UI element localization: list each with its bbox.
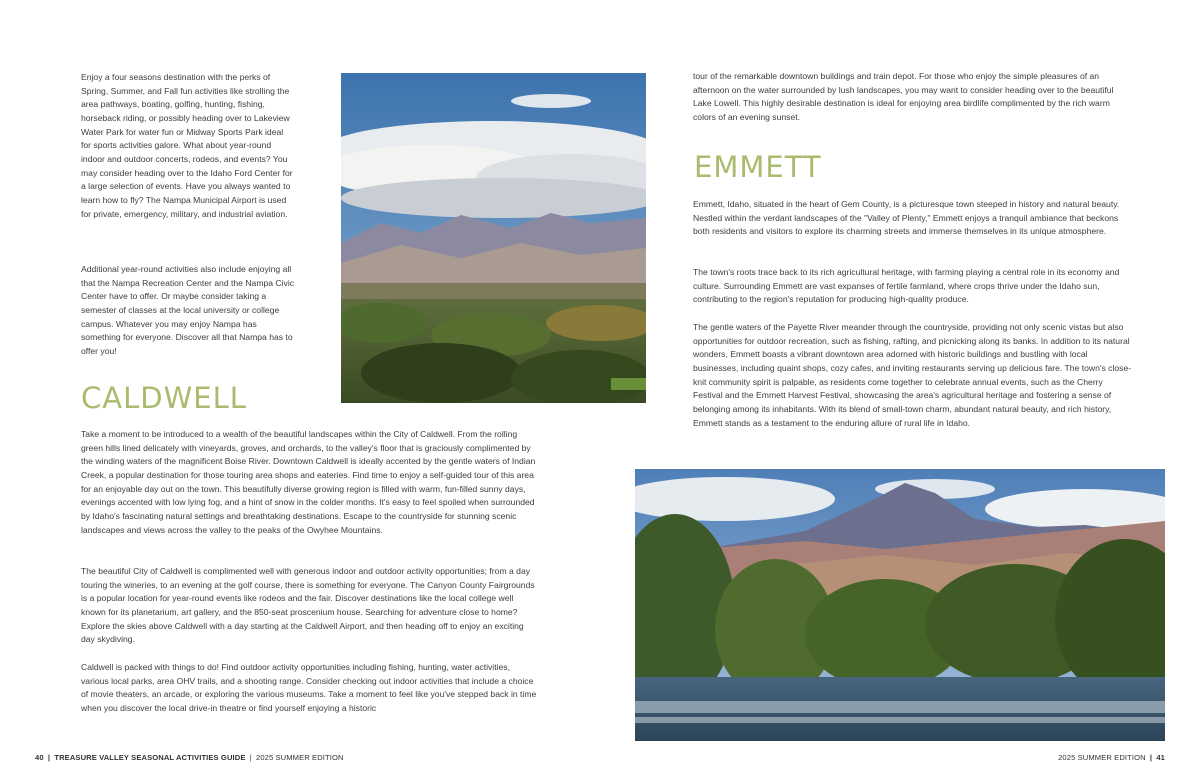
caldwell-paragraph-3: Caldwell is packed with things to do! Find outdoor activity opportunities including fishing, hunting, water activities, various local parks, area OHV trails, and a shooting range. Consider checking out indoor activities that include a choice of movie theaters, an arcade, or exploring the various museums. Take a moment to feel like you've stepped back in time when you discover the local drive-in theatre or find yourself enjoying a historic (81, 662, 537, 713)
right-footer-divider: | (1149, 753, 1153, 762)
emmett-paragraph-3: The gentle waters of the Payette River meander through the countryside, providing not only scenic vistas but also opportunities for outdoor recreation, such as fishing, rafting, and picnicking along its banks. In addition to its natural wonders, Emmett boasts a vibrant downtown area adorned with historic buildings and bustling with local businesses, including quaint shops, cozy cafes, and inviting restaurants serving up delicious fare. The town's close-knit community spirit is palpable, as residents come together to celebrate annual events, such as the Cherry Festival and the Emmett Harvest Festival, showcasing the area's agricultural heritage and fostering a sense of belonging among its inhabitants. With its blend of small-town charm, abundant natural beauty, and rich history, Emmett stands as a testament to the enduring allure of rural life in Idaho. (693, 322, 1132, 428)
left-footer (35, 753, 344, 762)
caldwell-paragraph-1: Take a moment to be introduced to a wealth of the beautiful landscapes within the City of Caldwell. From the rolling green hills lined delicately with vineyards, groves, and orchards, to the valley's floor that is graciously complimented by the winding waters of the magnificent Boise River. Downtown Caldwell is ideally accented by the gentle waters of Indian Creek, a popular destination for those touring area shops and eateries. Find time to enjoy a self-guided tour of this area for an enjoyable day out on the town. This beautifully diverse growing region is filled with warm, fun-filled sunny days, evenings accented with low lying fog, and a hint of snow in the colder months. It's easy to feel spoiled when surrounded by Idaho's fascinating natural settings and breathtaking destinations. Escape to the countryside for stunning scenic landscapes and views across the valley to the peaks of the Owyhee Mountains. (81, 429, 536, 535)
right-page-number: 41 (1156, 753, 1165, 762)
left-footer-divider-2: | (249, 753, 252, 762)
river-mountain-illustration (635, 469, 1165, 741)
caldwell-heading: CALDWELL (81, 381, 247, 415)
emmett-heading: EMMETT (694, 150, 822, 184)
left-guide-title: TREASURE VALLEY SEASONAL ACTIVITIES GUIDE (54, 753, 246, 762)
nampa-paragraph-2: Additional year-round activities also include enjoying all that the Nampa Recreation Center and the Nampa Civic Center have to offer. Or maybe consider taking a semester of classes at the local university or college campus. Whatever you may enjoy Nampa has something for everyone. Discover all that Nampa has to offer you! (81, 264, 295, 356)
emmett-river-photo (635, 469, 1165, 741)
left-footer-divider-1: | (47, 753, 51, 762)
nampa-valley-photo (341, 73, 646, 403)
caldwell-paragraph-2: The beautiful City of Caldwell is complimented well with generous indoor and outdoor activity opportunities; from a day touring the wineries, to an evening at the golf course, there is something for everyone. The Canyon County Fairgrounds is a popular location for year-round events like rodeos and the fair. Discover destinations like the local college well known for its planetarium, art gallery, and the 850-seat proscenium house. Searching for adventure close to home? Explore the skies above Caldwell with a day starting at the Caldwell Airport, and then heading off to enjoy an exciting day skydiving. (81, 566, 535, 645)
emmett-paragraph-1: Emmett, Idaho, situated in the heart of Gem County, is a picturesque town steeped in history and natural beauty. Nestled within the verdant landscapes of the "Valley of Plenty," Emmett enjoys a tranquil ambiance that beckons both residents and visitors to explore its charming streets and immerse themselves in its unique atmosphere. (693, 199, 1120, 237)
right-footer (1058, 753, 1165, 762)
left-page-number: 40 (35, 753, 44, 762)
continued-paragraph: tour of the remarkable downtown buildings and train depot. For those who enjoy the simple pleasures of an afternoon on the water surrounded by lush landscapes, you may want to consider heading over to the beautiful Lake Lowell. This highly desirable destination is ideal for enjoying area birdlife complimented by the rich warm colors of an evening sunset. (693, 71, 1114, 122)
right-edition: 2025 SUMMER EDITION (1058, 753, 1146, 762)
nampa-paragraph-1: Enjoy a four seasons destination with the perks of Spring, Summer, and Fall fun activities like strolling the area pathways, boating, golfing, hunting, fishing, horseback riding, or possibly heading over to Lakeview Water Park for water fun or Midway Sports Park ideal for sports activities galore. What about year-round indoor and outdoor concerts, rodeos, and events? You may consider heading over to the Idaho Ford Center for a large selection of events. Have you always wanted to learn how to fly? The Nampa Municipal Airport is used for private, emergency, military, and industrial aviation. (81, 72, 293, 219)
valley-landscape-illustration (341, 73, 646, 403)
left-edition: 2025 SUMMER EDITION (256, 753, 344, 762)
emmett-paragraph-2: The town's roots trace back to its rich agricultural heritage, with farming playing a central role in its economy and culture. Surrounding Emmett are vast expanses of fertile farmland, where crops thrive under the Idaho sun, contributing to the region's reputation for producing high-quality produce. (693, 267, 1120, 305)
